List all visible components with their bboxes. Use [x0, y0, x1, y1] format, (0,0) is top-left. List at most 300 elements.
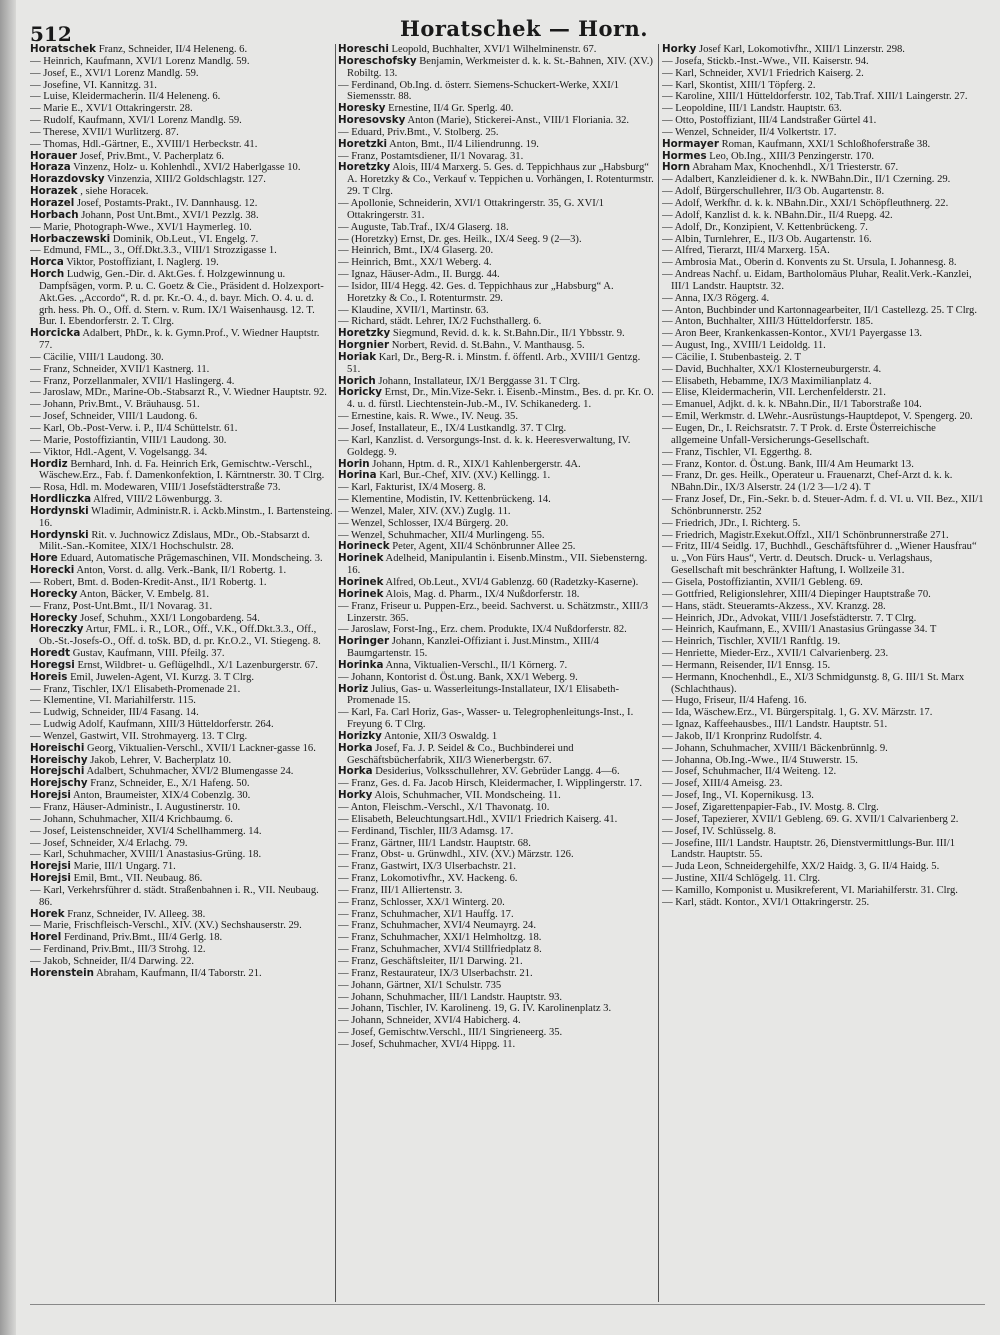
- entry-details: — Friedrich, Magistr.Exekut.Offzl., XII/1 Schönbrunnerstraße 271.: [662, 529, 949, 541]
- entry-details: — Franz, Gastwirt, IX/3 Ulserbachstr. 21.: [338, 861, 516, 873]
- entry-details: Josef, Postamts-Prakt., IV. Dannhausg. 12.: [76, 197, 258, 209]
- directory-entry: [338, 731, 654, 743]
- entry-details: — Elisabeth, Beleuchtungsart.Hdl., XVII/1 Friedrich Kaiserg. 41.: [338, 813, 618, 825]
- directory-entry: [338, 956, 654, 968]
- entry-details: Eduard, Automatische Prägemaschinen, VII. Mondscheing. 3.: [60, 553, 323, 565]
- entry-details: — Albin, Turnlehrer, E., II/3 Ob. Augartenstr. 16.: [662, 233, 872, 245]
- entry-details: — Franz, III/1 Alliertenstr. 3.: [338, 884, 463, 896]
- entry-details: — Heinrich, JDr., Advokat, VIII/1 Josefstädterstr. 7. T Clrg.: [662, 612, 917, 624]
- directory-entry: [662, 210, 984, 222]
- entry-surname: Horazel: [30, 196, 75, 209]
- entry-details: — Heinrich, Bmt., XX/1 Weberg. 4.: [338, 257, 492, 269]
- column-1: [30, 44, 333, 1304]
- entry-details: Adalbert, Schuhmacher, XVI/2 Blumengasse 24.: [86, 766, 294, 778]
- entry-details: — Josef, Gemischtw.Verschl., III/1 Singrieneerg. 35.: [338, 1027, 563, 1039]
- entry-surname: Horinek: [338, 575, 384, 588]
- entry-surname: Horka: [338, 741, 373, 754]
- directory-entry: [338, 541, 654, 553]
- directory-entry: [30, 423, 333, 435]
- directory-entry: [662, 151, 984, 163]
- entry-details: — Edmund, FML., 3., Off.Dkt.3.3., VIII/1 Strozzigasse 1.: [30, 245, 277, 257]
- entry-details: — Hans, städt. Steueramts-Akzess., XV. Kranzg. 28.: [662, 600, 886, 612]
- entry-details: — Rosa, Hdl. m. Modewaren, VIII/1 Josefstädterstraße 73.: [30, 482, 281, 494]
- directory-entry: [30, 719, 333, 731]
- entry-surname: Horetzky: [338, 327, 391, 340]
- entry-details: — Justine, XII/4 Schlögelg. 11. Clrg.: [662, 873, 821, 885]
- directory-entry: [338, 849, 654, 861]
- directory-entry: [338, 897, 654, 909]
- entry-details: — Hugo, Friseur, II/4 Hafeng. 16.: [662, 695, 807, 707]
- directory-entry: [662, 494, 984, 518]
- directory-entry: [338, 707, 654, 731]
- entry-details: — Johann, Priv.Bmt., V. Bräuhausg. 51.: [30, 399, 200, 411]
- directory-entry: [662, 814, 984, 826]
- entry-details: — Andreas Nachf. u. Eidam, Bartholomäus Pluhar, Realit.Verk.-Kanzlei, III/1 Landstr. Hauptstr. 32.: [662, 269, 972, 292]
- entry-details: Vinzenzia, XIII/2 Goldschlagstr. 127.: [107, 174, 266, 186]
- entry-details: — Gottfried, Religionslehrer, XIII/4 Diepinger Hauptstraße 70.: [662, 588, 931, 600]
- directory-entry: [30, 553, 333, 565]
- entry-details: — Josef, Ing., VI. Kopernikusg. 13.: [662, 790, 814, 802]
- entry-details: — Karl, Skontist, XIII/1 Töpferg. 2.: [662, 79, 816, 91]
- entry-details: Julius, Gas- u. Wasserleitungs-Installateur, IX/1 Elisabeth-Promenade 15.: [347, 683, 619, 707]
- entry-details: — Franz, Obst- u. Grünwdhl., XIV. (XV.) Märzstr. 126.: [338, 849, 574, 861]
- entry-surname: Horecki: [30, 564, 75, 577]
- entry-details: — Hermann, Knochenhdl., E., XI/3 Schmidgunstg. 8, G. III/1 St. Marx (Schlachthaus).: [662, 671, 965, 695]
- entry-surname: Horejsi: [30, 872, 71, 885]
- entry-details: Ernst, Wildbret- u. Geflügelhdl., X/1 Lazenburgerstr. 67.: [77, 659, 318, 671]
- entry-details: Alois, Mag. d. Pharm., IX/4 Nußdorferstr. 18.: [385, 588, 580, 600]
- entry-details: — Josefine, III/1 Landstr. Hauptstr. 26, Dienstvermittlungs-Bur. III/1 Landstr. Hauptstr. 55.: [662, 837, 956, 861]
- entry-surname: Hordliczka: [30, 493, 92, 506]
- entry-details: — Josef, Installateur, E., IX/4 Lustkandlg. 37. T Clrg.: [338, 423, 567, 434]
- entry-details: — Adalbert, Kanzleidiener d. k. k. NWBahn.Dir., II/1 Czerning. 29.: [662, 174, 951, 186]
- directory-entry: [30, 944, 333, 956]
- entry-surname: Horca: [30, 256, 64, 269]
- entry-details: — Ida, Wäschew.Erz., VI. Bürgerspitalg. 1, G. XV. Märzstr. 17.: [662, 707, 933, 719]
- directory-entry: [662, 695, 984, 707]
- entry-details: — Ambrosia Mat., Oberin d. Konvents zu St. Ursula, I. Johannesg. 8.: [662, 257, 957, 269]
- entry-surname: Horeczky: [30, 623, 84, 636]
- directory-entry: [30, 103, 333, 115]
- entry-details: — Johann, Schuhmacher, XVIII/1 Bäckenbrünnlg. 9.: [662, 742, 888, 754]
- directory-entry: [338, 245, 654, 257]
- directory-entry: [30, 778, 333, 790]
- entry-details: — Klaudine, XVII/1, Martinstr. 63.: [338, 304, 489, 316]
- directory-entry: [662, 873, 984, 885]
- column-3: [662, 44, 984, 1304]
- entry-details: — Cäcilie, I. Stubenbasteig. 2. T: [662, 351, 801, 363]
- entry-details: — Johann, Gärtner, XI/1 Schulstr. 735: [338, 979, 502, 991]
- entry-details: — Johann, Schuhmacher, III/1 Landstr. Hauptstr. 93.: [338, 991, 563, 1003]
- directory-entry: [338, 257, 654, 269]
- directory-entry: [662, 731, 984, 743]
- entry-details: — Wenzel, Gastwirt, VII. Strohmayerg. 13. T Clrg.: [30, 730, 248, 742]
- entry-surname: Horinek: [338, 552, 384, 565]
- entry-details: — Elise, Kleidermacherin, VII. Lerchenfelderstr. 21.: [662, 387, 886, 399]
- directory-entry: [338, 992, 654, 1004]
- entry-details: — Marie, Frischfleisch-Verschl., XIV. (XV.) Sechshauserstr. 29.: [30, 920, 302, 932]
- directory-entry: [662, 470, 984, 494]
- directory-entry: [338, 411, 654, 423]
- directory-entry: [30, 589, 333, 601]
- directory-entry: [338, 352, 654, 376]
- directory-entry: [662, 316, 984, 328]
- directory-entry: [338, 1039, 654, 1051]
- directory-entry: [662, 589, 984, 601]
- entry-surname: Horejschy: [30, 777, 88, 790]
- directory-entry: [30, 68, 333, 80]
- entry-details: — Wenzel, Maler, XIV. (XV.) Zuglg. 11.: [338, 505, 511, 517]
- entry-details: — Josefine, VI. Kannitzg. 31.: [30, 79, 157, 91]
- directory-entry: [662, 411, 984, 423]
- directory-entry: [662, 257, 984, 269]
- directory-entry: [30, 660, 333, 672]
- entry-details: — Otto, Postoffiziant, III/4 Landstraßer Gürtel 41.: [662, 115, 877, 127]
- directory-entry: [662, 340, 984, 352]
- entry-details: — Friedrich, JDr., I. Richterg. 5.: [662, 517, 801, 529]
- directory-entry: [662, 293, 984, 305]
- entry-surname: Horetzky: [338, 161, 391, 174]
- entry-surname: Horazdovsky: [30, 173, 105, 186]
- entry-surname: Horky: [338, 789, 373, 802]
- entry-details: Anton, Vorst. d. allg. Verk.-Bank, II/1 Robertg. 1.: [76, 565, 287, 577]
- entry-surname: Horeschofsky: [338, 54, 417, 67]
- directory-entry: [662, 766, 984, 778]
- entry-details: Johann, Installateur, IX/1 Berggasse 31. T Clrg.: [378, 375, 581, 387]
- entry-details: Anton, Bäcker, V. Embelg. 81.: [79, 588, 210, 600]
- bottom-rule: [30, 1304, 985, 1305]
- entry-details: — Heinrich, Kaufmann, E., XVIII/1 Anastasius Grüngasse 34. T: [662, 624, 937, 636]
- directory-entry: [662, 234, 984, 246]
- entry-surname: Hordiz: [30, 457, 68, 470]
- entry-details: — Jaroslaw, Forst-Ing., Erz. chem. Produkte, IX/4 Nußdorferstr. 82.: [338, 624, 627, 636]
- entry-surname: Horinka: [338, 658, 384, 671]
- entry-details: Jakob, Lehrer, V. Bacherplatz 10.: [90, 754, 232, 766]
- directory-entry: [30, 861, 333, 873]
- entry-surname: Horesovsky: [338, 114, 406, 127]
- directory-entry: [338, 115, 654, 127]
- entry-surname: Horka: [338, 765, 373, 778]
- entry-details: — Adolf, Kanzlist d. k. k. NBahn.Dir., II/4 Ruepg. 42.: [662, 209, 893, 221]
- directory-entry: [338, 577, 654, 589]
- entry-details: — Robert, Bmt. d. Boden-Kredit-Anst., II/1 Robertg. 1.: [30, 576, 267, 588]
- entry-details: — Fritz, III/4 Seidlg. 17, Buchhdl., Geschäftsführer d. „Wiener Hausfrau“ u. „Von Fürs Haus“, Vertr. d. Deutsch. Druck- u. Verlagshaus, Gesellschaft mit beschränkter Haftung, I. Wollzeile 31.: [662, 541, 977, 577]
- directory-entry: [338, 340, 654, 352]
- directory-entry: [338, 162, 654, 198]
- directory-entry: [338, 482, 654, 494]
- entry-details: — Leopoldine, III/1 Landstr. Hauptstr. 63.: [662, 103, 842, 115]
- entry-details: — Eduard, Priv.Bmt., V. Stolberg. 25.: [338, 126, 499, 138]
- directory-entry: [30, 849, 333, 861]
- entry-surname: Horatschek: [30, 44, 97, 55]
- entry-details: Anton, Braumeister, XIX/4 Cobenzlg. 30.: [73, 790, 251, 802]
- directory-entry: [662, 897, 984, 909]
- entry-details: — Klementine, VI. Mariahilferstr. 115.: [30, 695, 196, 707]
- entry-details: — Karl, Verkehrsführer d. städt. Straßenbahnen i. R., VII. Neubaug. 86.: [30, 884, 319, 908]
- directory-entry: [662, 577, 984, 589]
- entry-details: Alfred, VIII/2 Löwenburgg. 3.: [93, 494, 223, 506]
- entry-details: — Franz, Tischler, IX/1 Elisabeth-Promenade 21.: [30, 683, 241, 695]
- directory-entry: [30, 352, 333, 364]
- entry-details: — Ferdinand, Priv.Bmt., III/3 Strohg. 12.: [30, 944, 206, 956]
- directory-entry: [662, 364, 984, 376]
- entry-details: Wladimir, Administr.R. i. Ackb.Minstm., I. Bartensteing. 16.: [39, 505, 333, 529]
- entry-details: — Karl, Schuhmacher, XVIII/1 Anastasius-Grüng. 18.: [30, 849, 262, 861]
- entry-details: — Adolf, Dr., Konzipient, V. Kettenbrückeng. 7.: [662, 221, 868, 233]
- entry-details: Ernestine, II/4 Gr. Sperlg. 40.: [388, 103, 514, 115]
- directory-entry: [662, 222, 984, 234]
- directory-entry: [338, 909, 654, 921]
- entry-details: Anton (Marie), Stickerei-Anst., VIII/1 Floriania. 32.: [407, 115, 630, 127]
- directory-entry: [30, 506, 333, 530]
- entry-details: — Rudolf, Kaufmann, XVI/1 Lorenz Mandlg. 59.: [30, 115, 242, 127]
- entry-details: — Wenzel, Schneider, II/4 Volkertstr. 17.: [662, 126, 837, 138]
- entry-details: Leo, Ob.Ing., XIII/3 Penzingerstr. 170.: [709, 150, 875, 162]
- entry-details: — Ernestine, kais. R. Wwe., IV. Neug. 35.: [338, 411, 518, 423]
- entry-details: — Henriette, Mieder-Erz., XVII/1 Calvarienberg. 23.: [662, 648, 889, 660]
- directory-entry: [30, 968, 333, 980]
- entry-details: — Franz, Schlosser, XX/1 Winterg. 20.: [338, 896, 505, 908]
- directory-entry: [662, 518, 984, 530]
- page-header: Horatschek — Horn.: [400, 16, 649, 41]
- directory-entry: [30, 186, 333, 198]
- entry-details: Josef, Fa. J. P. Seidel & Co., Buchbinderei und Geschäftsbücherfabrik, XII/3 Wienerbergstr. 67.: [347, 742, 574, 766]
- directory-entry: [662, 328, 984, 340]
- entry-details: — Josef, XIII/4 Ameisg. 23.: [662, 778, 783, 790]
- entry-details: Johann, Kanzlei-Offiziant i. Just.Minstm., XIII/4 Baumgartenstr. 15.: [347, 636, 599, 660]
- directory-entry: [662, 174, 984, 186]
- entry-details: — Isidor, III/4 Hegg. 42. Ges. d. Teppichhaus zur „Habsburg“ A. Horetzky & Co., I. Rotenturmstr. 29.: [338, 280, 614, 304]
- directory-entry: [662, 624, 984, 636]
- entry-surname: Horek: [30, 907, 65, 920]
- directory-entry: [338, 470, 654, 482]
- directory-entry: [662, 305, 984, 317]
- entry-details: Georg, Viktualien-Verschl., XVII/1 Lackner-gasse 16.: [87, 742, 316, 754]
- entry-details: — Ferdinand, Ob.Ing. d. österr. Siemens-Schuckert-Werke, XXI/1 Siemensstr. 88.: [338, 79, 619, 103]
- entry-details: Anton, Bmt., II/4 Liliendrunng. 19.: [389, 138, 539, 150]
- directory-entry: [662, 376, 984, 388]
- directory-entry: [30, 44, 333, 56]
- entry-details: — Anton, Buchhalter, XIII/3 Hütteldorferstr. 185.: [662, 316, 874, 328]
- entry-details: Ludwig, Gen.-Dir. d. Akt.Ges. f. Holzgewinnung u. Dampfsägen, vorm. P. u. C. Goetz & Cie., Präsident d. Holzexport-Akt.Ges. „Accordo“, R. d. pr. Kr.-O. 4., d. bayr. Mich. O. 4. u. d. grh. hess. Ph. O., Off. d. Stern. v. Rum. IX/1 Waisenhausg. 12. T. Bur. I. Ebendorferstr. 2. T. Clrg.: [39, 269, 324, 328]
- directory-entry: [30, 790, 333, 802]
- entry-details: — Jaroslaw, MDr., Marine-Ob.-Stabsarzt R., V. Wiedner Hauptstr. 92.: [30, 387, 327, 399]
- entry-surname: Horgnier: [338, 339, 390, 352]
- directory-entry: [662, 387, 984, 399]
- directory-entry: [30, 530, 333, 554]
- directory-entry: [30, 814, 333, 826]
- entry-details: — Apollonie, Schneiderin, XVI/1 Ottakringerstr. 35, G. XVI/1 Ottakringerstr. 31.: [338, 197, 604, 221]
- directory-entry: [662, 447, 984, 459]
- entry-details: Benjamin, Werkmeister d. k. k. St.-Bahnen, XIV. (XV.) Robiltg. 13.: [347, 55, 653, 79]
- directory-entry: [338, 743, 654, 767]
- directory-entry: [662, 459, 984, 471]
- entry-surname: Horizky: [338, 729, 382, 742]
- entry-details: — Eugen, Dr., I. Reichsratstr. 7. T Prok. d. Erste Österreichische allgemeine Unfall-Versicherungs-Gesellschaft.: [662, 423, 936, 446]
- directory-entry: [662, 672, 984, 696]
- directory-entry: [338, 435, 654, 459]
- entry-surname: Horel: [30, 931, 62, 944]
- directory-entry: [338, 423, 654, 435]
- directory-entry: [30, 364, 333, 376]
- entry-surname: Horcicka: [30, 327, 81, 340]
- entry-details: — Jakob, Schneider, II/4 Darwing. 22.: [30, 955, 195, 967]
- entry-details: — David, Buchhalter, XX/1 Klosterneuburgerstr. 4.: [662, 363, 882, 375]
- entry-surname: Horky: [662, 44, 697, 55]
- directory-entry: [30, 328, 333, 352]
- entry-details: — Johann, Kontorist d. Öst.ung. Bank, XX/1 Weberg. 9.: [338, 671, 578, 683]
- directory-entry: [662, 826, 984, 838]
- entry-details: — Ludwig Adolf, Kaufmann, XIII/3 Hütteldorferstr. 264.: [30, 719, 274, 731]
- directory-entry: [338, 980, 654, 992]
- entry-surname: Horejsi: [30, 789, 71, 802]
- directory-entry: [338, 861, 654, 873]
- entry-details: Franz, Schneider, E., X/1 Hafeng. 50.: [90, 778, 250, 790]
- directory-entry: [662, 269, 984, 293]
- directory-entry: [30, 624, 333, 648]
- directory-entry: [338, 1027, 654, 1039]
- entry-details: Franz, Schneider, II/4 Heleneng. 6.: [98, 44, 248, 55]
- directory-entry: [30, 399, 333, 411]
- directory-entry: [338, 56, 654, 80]
- entry-details: — Josef, E., XVI/1 Lorenz Mandlg. 59.: [30, 67, 199, 79]
- entry-details: Adelheid, Manipulantin i. Eisenb.Minstm., VII. Siebensterng. 16.: [347, 553, 648, 577]
- entry-details: — Franz, Post-Unt.Bmt., II/1 Novarag. 31.: [30, 600, 213, 612]
- directory-entry: [662, 660, 984, 672]
- entry-details: — Juda Leon, Schneidergehilfe, XX/2 Haidg. 3, G. II/4 Haidg. 5.: [662, 861, 940, 873]
- entry-details: — Josefa, Stickb.-Inst.-Wwe., VII. Kaiserstr. 94.: [662, 55, 869, 67]
- directory-entry: [338, 305, 654, 317]
- directory-entry: [338, 376, 654, 388]
- entry-details: — Klementine, Modistin, IV. Kettenbrückeng. 14.: [338, 494, 551, 506]
- directory-entry: [30, 826, 333, 838]
- entry-details: Alfred, Ob.Leut., XVI/4 Gablenzg. 60 (Radetzky-Kaserne).: [385, 576, 639, 588]
- entry-details: — Franz, Schneider, XVII/1 Kastnerg. 11.: [30, 363, 210, 375]
- entry-surname: Horeischi: [30, 741, 85, 754]
- column-2: [338, 44, 654, 1304]
- entry-details: Josef Karl, Lokomotivfhr., XIII/1 Linzerstr. 298.: [699, 44, 905, 55]
- entry-surname: Horch: [30, 268, 65, 281]
- directory-entry: [662, 707, 984, 719]
- directory-entry: [662, 613, 984, 625]
- directory-entry: [338, 198, 654, 222]
- directory-entry: [30, 672, 333, 684]
- directory-entry: [338, 601, 654, 625]
- directory-entry: [338, 885, 654, 897]
- entry-details: — Viktor, Hdl.-Agent, V. Vogelsangg. 34.: [30, 446, 208, 458]
- entry-details: — Franz, Kontor. d. Öst.ung. Bank, III/4 Am Heumarkt 13.: [662, 458, 914, 470]
- directory-entry: [338, 838, 654, 850]
- entry-details: — Elisabeth, Hebamme, IX/3 Maximilianplatz 4.: [662, 375, 872, 387]
- entry-details: — August, Ing., XVIII/1 Leidoldg. 11.: [662, 340, 826, 352]
- entry-details: — Josef, IV. Schlüsselg. 8.: [662, 825, 776, 837]
- directory-entry: [30, 873, 333, 885]
- entry-surname: Hormayer: [662, 137, 719, 150]
- directory-entry: [30, 695, 333, 707]
- page-number: 512: [30, 22, 72, 46]
- entry-details: — Johanna, Ob.Ing.-Wwe., II/4 Stuwerstr. 15.: [662, 754, 858, 766]
- entry-surname: Horeschi: [338, 44, 389, 55]
- directory-entry: [662, 68, 984, 80]
- entry-surname: Horich: [338, 374, 376, 387]
- entry-details: — Thomas, Hdl.-Gärtner, E., XVIII/1 Herbeckstr. 41.: [30, 138, 258, 150]
- entry-details: Antonie, XII/3 Oswaldg. 1: [383, 730, 498, 742]
- entry-details: — Ferdinand, Tischler, III/3 Adamsg. 17.: [338, 825, 514, 837]
- entry-details: — Ignaz, Häuser-Adm., II. Burgg. 44.: [338, 269, 500, 281]
- entry-surname: Horesky: [338, 102, 386, 115]
- entry-details: Peter, Agent, XII/4 Schönbrunner Allee 25.: [392, 541, 576, 553]
- directory-entry: [662, 861, 984, 873]
- entry-details: — Karl, Schneider, XVI/1 Friedrich Kaiserg. 2.: [662, 67, 864, 79]
- entry-surname: Hore: [30, 552, 58, 565]
- entry-surname: Horinger: [338, 635, 390, 648]
- entry-details: — Josef, Leistenschneider, XVI/4 Schellhammerg. 14.: [30, 825, 262, 837]
- directory-entry: [338, 387, 654, 411]
- entry-surname: Horeis: [30, 670, 68, 683]
- entry-details: — Marie E., XVI/1 Ottakringerstr. 28.: [30, 103, 193, 115]
- directory-entry: [30, 932, 333, 944]
- entry-details: — Franz, Postamtsdiener, II/1 Novarag. 31.: [338, 150, 524, 162]
- entry-details: — Franz, Schuhmacher, XXI/1 Helmholtzg. 18.: [338, 932, 542, 944]
- entry-details: Alois, Schuhmacher, VII. Mondscheing. 11.: [374, 790, 561, 802]
- directory-entry: [662, 778, 984, 790]
- directory-entry: [662, 80, 984, 92]
- entry-details: — Josef, Schneider, X/4 Erlachg. 79.: [30, 837, 188, 849]
- directory-entry: [338, 222, 654, 234]
- entry-surname: Horejsi: [30, 860, 71, 873]
- directory-entry: [662, 44, 984, 56]
- entry-details: — Franz, Tischler, VI. Eggerthg. 8.: [662, 446, 813, 458]
- entry-details: — Franz, Schuhmacher, XVI/4 Stillfriedplatz 8.: [338, 944, 542, 956]
- directory-entry: [30, 115, 333, 127]
- entry-surname: Horenstein: [30, 966, 94, 979]
- directory-entry: [338, 459, 654, 471]
- directory-entry: [662, 423, 984, 447]
- column-rule-1: [335, 44, 336, 1302]
- entry-details: Bernhard, Inh. d. Fa. Heinrich Erk, Gemischtw.-Verschl., Wäschew.Erz., Fab. f. Damenkonfektion, I. Kärntnerstr. 30. T Clrg.: [39, 458, 325, 482]
- entry-details: — Franz, Häuser-Administr., I. Augustinerstr. 10.: [30, 802, 241, 813]
- directory-entry: [338, 1003, 654, 1015]
- entry-details: — Franz, Friseur u. Puppen-Erz., beeid. Sachverst. u. Schätzmstr., XIII/3 Linzerstr. 365.: [338, 600, 649, 624]
- directory-entry: [338, 281, 654, 305]
- entry-details: Emil, Juwelen-Agent, VI. Kurzg. 3. T Clrg.: [70, 671, 255, 683]
- entry-details: Adalbert, PhDr., k. k. Gymn.Prof., V. Wiedner Hauptstr. 77.: [39, 328, 320, 352]
- directory-entry: [662, 186, 984, 198]
- entry-surname: Horetzki: [338, 137, 388, 150]
- entry-details: Johann, Post Unt.Bmt., XVI/1 Pezzlg. 38.: [81, 209, 259, 221]
- directory-entry: [338, 234, 654, 246]
- directory-entry: [338, 80, 654, 104]
- directory-entry: [30, 269, 333, 328]
- entry-details: — Franz, Gärtner, III/1 Landstr. Hauptstr. 68.: [338, 837, 531, 849]
- entry-details: — Cäcilie, VIII/1 Laudong. 30.: [30, 351, 164, 363]
- entry-details: — Karl, Kanzlist. d. Versorgungs-Inst. d. k. k. Heeresverwaltung, IV. Goldegg. 9.: [338, 434, 631, 458]
- entry-details: — Ludwig, Schneider, III/4 Fasang. 14.: [30, 707, 199, 719]
- directory-entry: [662, 802, 984, 814]
- entry-details: — Jakob, II/1 Kronprinz Rudolfstr. 4.: [662, 730, 823, 742]
- entry-details: — Franz, Restaurateur, IX/3 Ulserbachstr. 21.: [338, 967, 533, 979]
- directory-entry: [30, 80, 333, 92]
- directory-entry: [30, 411, 333, 423]
- entry-details: Ernst, Dr., Min.Vize-Sekr. i. Eisenb.-Minstm., Bes. d. pr. Kr. O. 4. u. d. fürstl. Liechtenstein-Jub.-M., IV. Schikanederg. 1.: [347, 387, 654, 411]
- entry-details: Johann, Hptm. d. R., XIX/1 Kahlenbergerstr. 4A.: [372, 458, 581, 470]
- entry-details: — Heinrich, Kaufmann, XVI/1 Lorenz Mandlg. 59.: [30, 55, 250, 67]
- directory-entry: [338, 139, 654, 151]
- directory-entry: [662, 790, 984, 802]
- directory-entry: [30, 707, 333, 719]
- entry-details: — Franz Josef, Dr., Fin.-Sekr. b. d. Steuer-Adm. f. d. VI. u. VII. Bez., XII/1 Schönbrunnerstr. 252: [662, 494, 984, 517]
- entry-details: — Franz, Schuhmacher, XI/1 Hauffg. 17.: [338, 908, 514, 920]
